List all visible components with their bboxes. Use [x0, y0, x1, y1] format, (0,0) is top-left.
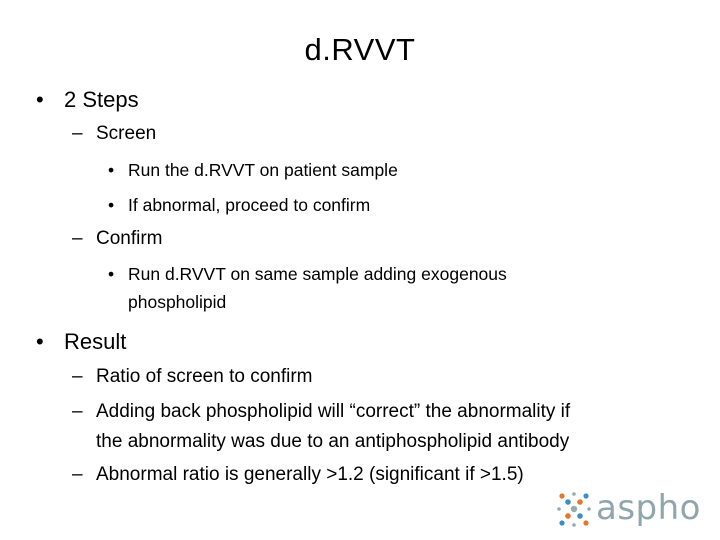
aspho-logo — [556, 490, 716, 530]
item-text-line2: phospholipid — [128, 292, 227, 312]
dash-marker: – — [72, 366, 83, 387]
bullet-marker: • — [36, 329, 44, 354]
sub-bullet-text-line2: the abnormality was due to an antiphospholipid antibody — [96, 431, 570, 452]
item-text: Run the d.RVVT on patient sample — [128, 160, 398, 180]
slide-title: d.RVVT — [304, 32, 416, 67]
bullet-text: 2 Steps — [64, 87, 139, 112]
dash-marker: – — [72, 464, 83, 485]
sub-bullet-text: Confirm — [96, 228, 163, 249]
sub-bullet-text: Screen — [96, 123, 157, 144]
logo-text: aspho — [596, 488, 701, 528]
bullet-text: Result — [64, 329, 127, 354]
dash-marker: – — [72, 401, 83, 422]
dash-marker: – — [72, 123, 83, 144]
sub-bullet-text: Abnormal ratio is generally >1.2 (significant if >1.5) — [96, 464, 524, 485]
bullet-marker: • — [108, 264, 115, 284]
item-text: If abnormal, proceed to confirm — [128, 195, 371, 215]
dash-marker: – — [72, 228, 83, 249]
sub-bullet-text-line1: Adding back phospholipid will “correct” the abnormality if — [96, 401, 571, 422]
sub-bullet-text: Ratio of screen to confirm — [96, 366, 313, 387]
bullet-marker: • — [108, 160, 115, 180]
bullet-marker: • — [108, 195, 115, 215]
item-text-line1: Run d.RVVT on same sample adding exogenous — [128, 264, 507, 284]
molecule-cross-icon — [556, 490, 592, 530]
bullet-marker: • — [36, 87, 44, 112]
